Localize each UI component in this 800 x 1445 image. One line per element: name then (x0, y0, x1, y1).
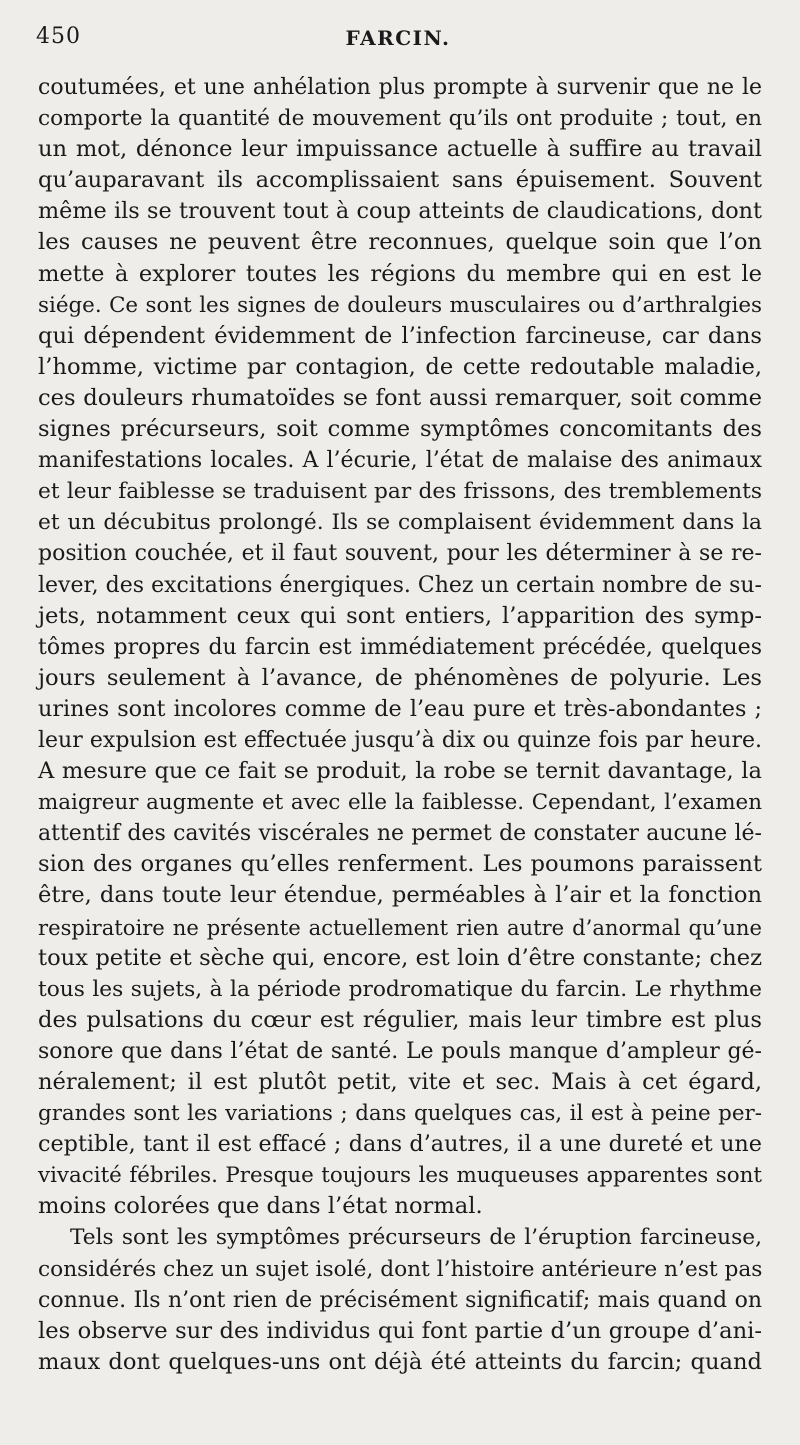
text-line: et leur faiblesse se traduisent par des frissons, des tremblements (38, 479, 762, 505)
text-line: respiratoire ne présente actuellement rien autre d’anormal qu’une (38, 914, 762, 940)
paragraph (38, 1222, 762, 1377)
text-line: tômes propres du farcin est immédiatement précédée, quelques (38, 634, 762, 660)
page-header (36, 24, 760, 54)
text-line: position couchée, et il faut souvent, pour les déterminer à se re- (38, 541, 762, 567)
text-line: l’homme, victime par contagion, de cette redoutable maladie, (38, 353, 762, 380)
body-text (38, 72, 762, 1378)
text-line: A mesure que ce fait se produit, la robe se ternit davantage, la (38, 758, 762, 785)
text-line: maigreur augmente et avec elle la faiblesse. Cependant, l’examen (38, 790, 762, 816)
text-line: jours seulement à l’avance, de phénomènes de polyurie. Les (38, 664, 762, 691)
text-line: tous les sujets, à la période prodromatique du farcin. Le rhythme (38, 976, 762, 1002)
text-line: maux dont quelques-uns ont déjà été atteints du farcin; quand (38, 1348, 762, 1375)
text-line: les causes ne peuvent être reconnues, quelque soin que l’on (38, 229, 762, 256)
text-line: et un décubitus prolongé. Ils se complaisent évidemment dans la (38, 510, 762, 536)
text-line: grandes sont les variations ; dans quelques cas, il est à peine per- (38, 1101, 762, 1127)
text-line: vivacité fébriles. Presque toujours les muqueuses apparentes sont (38, 1163, 762, 1189)
paragraph (38, 72, 762, 1222)
text-line: signes précurseurs, soit comme symptômes concomitants des (38, 416, 762, 443)
text-line: lever, des excitations énergiques. Chez un certain nombre de su- (38, 572, 762, 598)
text-line: ceptible, tant il est effacé ; dans d’autres, il a une dureté et une (38, 1131, 762, 1158)
text-line: des pulsations du cœur est régulier, mais leur timbre est plus (38, 1006, 762, 1033)
text-line: un mot, dénonce leur impuissance actuelle à suffire au travail (38, 136, 762, 163)
text-line: toux petite et sèche qui, encore, est loin d’être constante; chez (38, 944, 762, 971)
text-line: jets, notamment ceux qui sont entiers, l’apparition des symp- (38, 602, 762, 629)
text-line: attentif des cavités viscérales ne permet de constater aucune lé- (38, 821, 762, 847)
text-line: ces douleurs rhumatoïdes se font aussi remarquer, soit comme (38, 384, 762, 411)
text-line: néralement; il est plutôt petit, vite et sec. Mais à cet égard, (38, 1069, 762, 1095)
running-title: FARCIN. (345, 26, 451, 50)
text-line: connue. Ils n’ont rien de précisément significatif; mais quand on (38, 1287, 762, 1313)
text-line: sion des organes qu’elles renferment. Les poumons paraissent (38, 851, 762, 878)
text-line: manifestations locales. A l’écurie, l’état de malaise des animaux (38, 448, 762, 474)
text-line: siége. Ce sont les signes de douleurs musculaires ou d’arthralgies (38, 292, 762, 318)
text-line: les observe sur des individus qui font partie d’un groupe d’ani- (38, 1317, 762, 1344)
text-line: leur expulsion est effectuée jusqu’à dix ou quinze fois par heure. (38, 727, 762, 753)
text-line: urines sont incolores comme de l’eau pure et très-abondantes ; (38, 695, 762, 722)
text-line: moins colorées que dans l’état normal. (38, 1193, 483, 1220)
text-line: sonore que dans l’état de santé. Le pouls manque d’ampleur gé- (38, 1038, 762, 1064)
text-line: coutumées, et une anhélation plus prompte à survenir que ne le (38, 75, 762, 100)
text-line: Tels sont les symptômes précurseurs de l’éruption farcineuse, (70, 1225, 762, 1251)
text-line: comporte la quantité de mouvement qu’ils ont produite ; tout, en (38, 106, 762, 132)
text-line: qu’auparavant ils accomplissaient sans épuisement. Souvent (38, 167, 762, 194)
page-number: 450 (36, 24, 81, 49)
text-line: considérés chez un sujet isolé, dont l’histoire antérieure n’est pas (38, 1256, 763, 1282)
text-line: être, dans toute leur étendue, perméables à l’air et la fonction (38, 882, 762, 909)
text-line: même ils se trouvent tout à coup atteints de claudications, dont (38, 198, 762, 225)
text-line: mette à explorer toutes les régions du membre qui en est le (38, 260, 762, 287)
text-line: qui dépendent évidemment de l’infection farcineuse, car dans (38, 322, 762, 349)
